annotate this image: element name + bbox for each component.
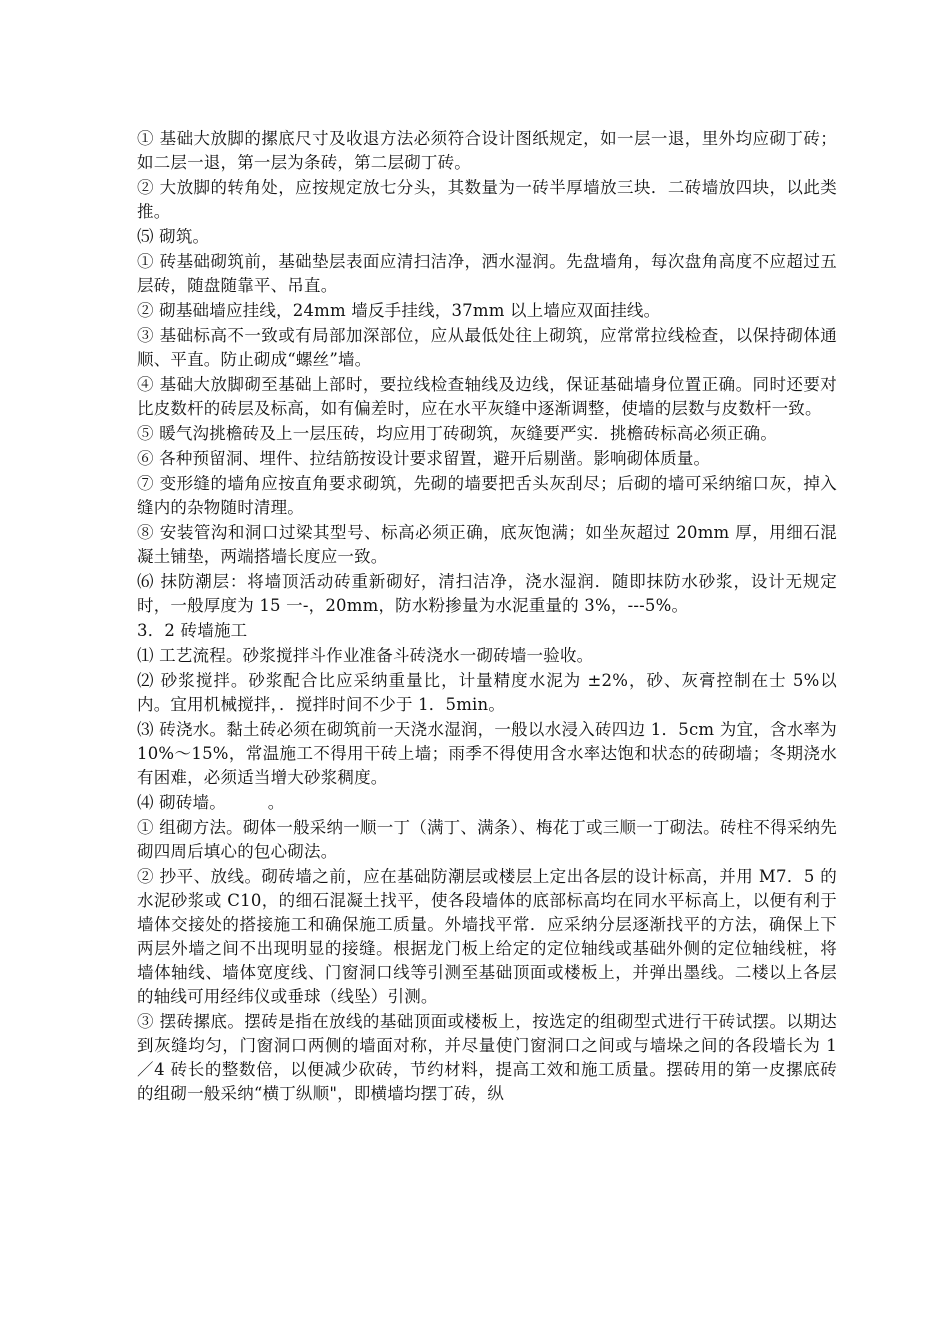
section-heading: ⑷ 砌砖墙。 。: [137, 793, 285, 812]
paragraph: ① 砖基础砌筑前，基础垫层表面应清扫洁净，洒水湿润。先盘墙角，每次盘角高度不应超过五层砖，随盘随靠平、吊直。: [137, 252, 837, 295]
paragraph: ② 抄平、放线。砌砖墙之前，应在基础防潮层或楼层上定出各层的设计标高，并用 M7．5 的水泥砂浆或 C10，的细石混凝土找平，使各段墙体的底部标高均在同水平标高上，以便有利于墙体交接处的搭接施工和确保施工质量。外墙找平常．应采纳分层逐渐找平的方法，确保上下两层外墙之间不出现明显的接缝。根据龙门板上给定的定位轴线或基础外侧的定位轴线桩，将墙体轴线、墙体宽度线、门窗洞口线等引测至基础顶面或楼板上，并弹出墨线。二楼以上各层的轴线可用经纬仪或垂球（线坠）引测。: [137, 867, 837, 1006]
paragraph: ⑶ 砖浇水。黏土砖必须在砌筑前一天浇水湿润，一般以水浸入砖四边 1．5cm 为宜，含水率为 10%～15%，常温施工不得用干砖上墙；雨季不得使用含水率达饱和状态的砖砌墙；冬期浇水有困难，必须适当增大砂浆稠度。: [137, 720, 837, 787]
paragraph: ⑴ 工艺流程。砂浆搅拌斗作业准备斗砖浇水一砌砖墙一验收。: [137, 646, 594, 665]
paragraph: ⑧ 安装管沟和洞口过梁其型号、标高必须正确，底灰饱满；如坐灰超过 20mm 厚，用细石混凝土铺垫，两端搭墙长度应一致。: [137, 523, 837, 566]
paragraph: ⑥ 各种预留洞、埋件、拉结筋按设计要求留置，避开后剔凿。影响砌体质量。: [137, 449, 711, 468]
paragraph: ④ 基础大放脚砌至基础上部时，要拉线检查轴线及边线，保证基础墙身位置正确。同时还要对比皮数杆的砖层及标高，如有偏差时，应在水平灰缝中逐渐调整，使墙的层数与皮数杆一致。: [137, 375, 837, 418]
paragraph: ③ 基础标高不一致或有局部加深部位，应从最低处往上砌筑，应常常拉线检查，以保持砌体通顺、平直。防止砌成“螺丝”墙。: [137, 326, 837, 369]
section-heading: 3．2 砖墙施工: [137, 621, 248, 640]
section-heading: ⑸ 砌筑。: [137, 227, 210, 246]
paragraph: ⑹ 抹防潮层：将墙顶活动砖重新砌好，清扫洁净，浇水湿润．随即抹防水砂浆，设计无规定时，一般厚度为 15 一-，20mm，防水粉掺量为水泥重量的 3%，---5%。: [137, 572, 837, 615]
paragraph: ① 组砌方法。砌体一般采纳一顺一丁（满丁、满条）、梅花丁或三顺一丁砌法。砖柱不得采纳先砌四周后填心的包心砌法。: [137, 818, 837, 861]
paragraph: ② 大放脚的转角处，应按规定放七分头，其数量为一砖半厚墙放三块．二砖墙放四块，以此类推。: [137, 178, 837, 221]
paragraph: ② 砌基础墙应挂线，24mm 墙反手挂线，37mm 以上墙应双面挂线。: [137, 301, 661, 320]
paragraph: ⑦ 变形缝的墙角应按直角要求砌筑，先砌的墙要把舌头灰刮尽；后砌的墙可采纳缩口灰，掉入缝内的杂物随时清理。: [137, 474, 837, 517]
paragraph: ⑤ 暖气沟挑檐砖及上一层压砖，均应用丁砖砌筑，灰缝要严实．挑檐砖标高必须正确。: [137, 424, 778, 443]
paragraph: ⑵ 砂浆搅拌。砂浆配合比应采纳重量比，计量精度水泥为 ±2%，砂、灰膏控制在士 5%以内。宜用机械搅拌，．搅拌时间不少于 1．5min。: [137, 671, 837, 714]
document-body: [137, 127, 837, 1107]
paragraph: ① 基础大放脚的摞底尺寸及收退方法必须符合设计图纸规定，如一层一退，里外均应砌丁砖；如二层一退，第一层为条砖，第二层砌丁砖。: [137, 129, 837, 172]
paragraph: ③ 摆砖摞底。摆砖是指在放线的基础顶面或楼板上，按选定的组砌型式进行干砖试摆。以期达到灰缝均匀，门窗洞口两侧的墙面对称，并尽量使门窗洞口之间或与墙垛之间的各段墙长为 1／4 砖长的整数倍，以便减少砍砖，节约材料，提高工效和施工质量。摆砖用的第一皮摞底砖的组砌一般采纳“横丁纵顺"，即横墙均摆丁砖，纵: [137, 1012, 837, 1103]
